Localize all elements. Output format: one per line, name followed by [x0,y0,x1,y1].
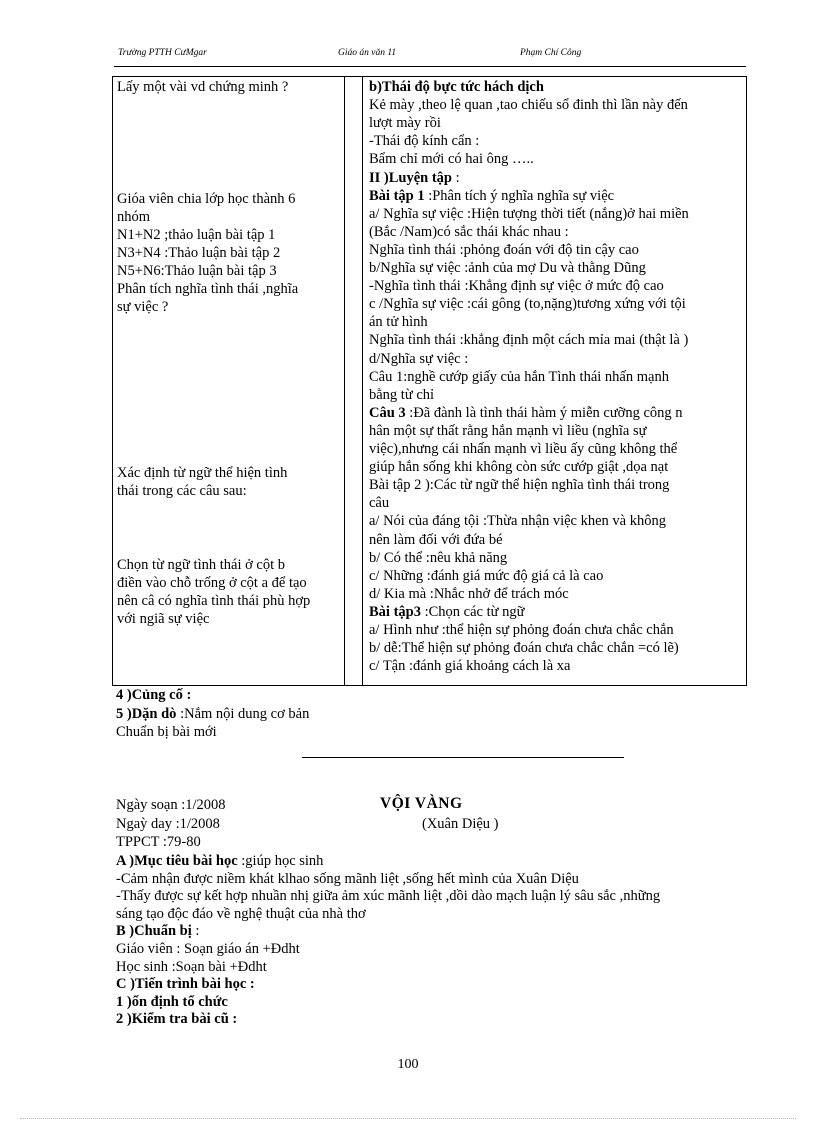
content-line [369,188,614,205]
content-line [369,206,689,223]
lesson-line [116,922,199,940]
content-line [369,260,646,277]
page-number: 100 [397,1057,419,1072]
content-line [369,586,569,603]
lesson-line [116,870,579,888]
content-line-text: việc),nhưng cái nhấn mạnh vì liều ấy cũng không thể [369,441,678,457]
date-prepared: Ngày soạn :1/2008 [116,797,226,813]
lesson-author: (Xuân Diệu ) [422,816,499,832]
content-line-text: Nghĩa tình thái :phỏng đoán với độ tin cậy cao [369,241,639,258]
content-line-text: (Bắc /Nam)có sắc thái khác nhau : [369,223,569,240]
content-line [369,477,669,494]
content-line [369,296,686,313]
content-line-text: Nghĩa tình thái :khẳng định một cách mỉa mai (thật là ) [369,332,689,349]
content-line-text: lượt mày rồi [369,115,441,132]
content-line [369,441,677,458]
teacher-activity-line: Lấy một vài vd chứng minh ? [117,79,289,95]
teacher-activity-line: với ngiã sự việc [117,611,210,627]
content-line [369,405,683,422]
content-line-text: c/ Tận :đánh giá khoảng cách là xa [369,658,571,675]
content-line-text: b/Nghĩa sự việc :ảnh của mợ Du và thằng Dũng [369,260,646,276]
header-subject: Giáo án văn 11 [338,48,397,58]
lesson-line-text: -Thấy được sự kết hợp nhuần nhị giữa ảm xúc mãnh liệt ,dồi dào mạch luận lý sâu sắc ,những [116,888,661,905]
content-line-text: án tử hình [369,314,428,331]
wrapup-line [116,705,309,723]
lesson-line-text: : [191,923,200,940]
lesson-line-text: sáng tạo độc đáo về nghệ thuật của nhà thơ [116,905,366,922]
content-line [369,640,679,657]
lesson-line [116,887,660,905]
wrapup-line [116,723,217,741]
content-line-text: Kẻ mày ,theo lệ quan ,tao chiếu sổ đinh thì lần này đến [369,97,688,114]
content-line [369,532,503,549]
content-line [369,97,688,114]
content-line-text: Bài tập 2 ):Các từ ngữ thể hiện nghĩa tình thái trong [369,477,670,494]
lesson-table [112,76,747,686]
content-line-heading: Bài tập3 [369,603,421,620]
lesson-line-heading: C )Tiến trình bài học : [116,976,255,993]
lesson-line [116,975,255,993]
content-line-text: Bẩm chỉ mới có hai ông ….. [369,151,534,168]
lesson-line-text: Giáo viên : Soạn giáo án +Đdht [116,941,300,957]
content-line [369,115,441,132]
content-line-text: nên làm đối với đứa bé [369,531,503,548]
lesson-line-heading: B )Chuẩn bị [116,923,192,940]
teacher-activity-line: điền vào chỗ trống ở cột a để tạo [117,575,307,591]
teacher-activity-line: N1+N2 ;thảo luận bài tập 1 [117,227,276,243]
content-line [369,314,428,331]
content-line-text: câu [369,495,390,512]
content-line-heading: Bài tập 1 [369,187,425,204]
content-line-heading: II )Luyện tập [369,169,452,186]
header-author: Phạm Chí Công [520,48,582,58]
lesson-line-text: :giúp học sinh [237,853,324,869]
teacher-activity-line: thái trong các câu sau: [117,483,247,499]
content-line [369,495,389,512]
lesson-line-text: Học sinh :Soạn bài +Đdht [116,958,267,975]
content-line-text: a/ Nghĩa sự việc :Hiện tượng thời tiết (nắng)ở hai miền [369,205,689,222]
teacher-activity-line: nên câ có nghĩa tình thái phù hợp [117,593,311,609]
wrapup-line-heading: 5 )Dặn dò [116,705,177,722]
teacher-activity-line: N5+N6:Thảo luận bài tập 3 [117,263,277,279]
content-line [369,369,669,386]
lesson-line [116,1010,237,1028]
content-line-text: b/ Có thể :nêu khả năng [369,549,508,566]
lesson-line [116,852,323,870]
content-line-text: :Chọn các từ ngữ [420,603,525,620]
content-cell [363,77,747,686]
content-line [369,658,570,675]
lesson-title: VỘI VÀNG [380,795,463,812]
content-line-heading: Câu 3 [369,404,406,421]
content-line [369,423,646,440]
content-line [369,133,479,150]
tppct: TPPCT :79-80 [116,834,201,850]
content-line [369,170,460,187]
content-line [369,278,664,295]
content-line [369,79,544,96]
content-line-text: d/Nghĩa sự việc : [369,350,469,367]
content-line-text: hân một sự thất rằng hắn mạnh vì liều (nghĩa sự [369,422,647,439]
lesson-line-heading: A )Mục tiêu bài học [116,853,238,869]
teacher-activity-line: N3+N4 :Thảo luận bài tập 2 [117,245,281,261]
content-line [369,387,434,404]
content-line-text: c/ Những :đánh giá mức độ giá cả là cao [369,567,604,584]
lesson-line-heading: 1 )ổn định tổ chức [116,993,228,1010]
content-line [369,513,666,530]
content-line [369,568,603,585]
content-line-heading: b)Thái độ bực tức hách dịch [369,79,544,95]
page-header [118,48,758,62]
content-line-text: b/ dễ:Thể hiện sự phỏng đoán chưa chắc chắn =có lẽ) [369,640,679,657]
content-line-text: : [452,169,460,186]
section-divider [302,757,624,758]
lesson-line-text: -Cảm nhận được niềm khát klhao sống mãnh liệt ,sống hết mình của Xuân Diệu [116,870,579,887]
content-line-text: Câu 1:nghề cướp giấy của hắn Tình thái nhấn mạnh [369,368,669,385]
content-line-text: c /Nghĩa sự việc :cái gông (to,nặng)tương xứng với tội [369,296,686,313]
content-line [369,622,674,639]
lesson-line [116,958,267,976]
wrapup-line [116,686,191,704]
teacher-activity-line: Phân tích nghĩa tình thái ,nghĩa [117,281,299,297]
spacer-column [345,77,363,686]
content-line [369,332,688,349]
content-line [369,242,639,259]
teacher-activity-line: Chọn từ ngữ tình thái ở cột b [117,557,285,573]
content-line-text: giúp hắn sống khi không còn sức cướp giật ,dọa nạt [369,459,669,476]
content-line [369,459,668,476]
lesson-line [116,940,300,958]
content-line-text: a/ Nói của đáng tội :Thừa nhận việc khen và không [369,513,666,530]
teacher-activity-line: sự việc ? [117,299,169,315]
content-line-text: a/ Hình như :thể hiện sự phỏng đoán chưa chắc chắn [369,622,674,638]
teacher-activity-cell [113,77,345,686]
date-taught: Ngaỳ day :1/2008 [116,816,220,832]
content-line-text: :Đã đành là tình thái hàm ý miễn cưỡng công n [405,404,683,421]
teacher-activity-line: Xác định từ ngữ thể hiện tình [117,465,288,481]
content-line [369,151,534,168]
content-line [369,550,507,567]
teacher-activity-line: nhóm [117,209,151,225]
lesson-line-heading: 2 )Kiểm tra bài cũ : [116,1011,238,1028]
lesson-line [116,993,228,1011]
wrapup-line-text: :Nắm nội dung cơ bản [176,705,310,722]
content-line [369,224,569,241]
wrapup-line-text: Chuẩn bị bài mới [116,724,217,740]
header-divider [114,66,746,67]
content-line-text: -Nghĩa tình thái :Khẳng định sự việc ở mức độ cao [369,278,664,295]
content-line-text: -Thái độ kính cẩn : [369,133,480,150]
page-bottom-border [20,1118,796,1119]
content-line-text: :Phân tích ý nghĩa nghĩa sự việc [424,187,615,204]
content-line-text: bằng từ chỉ [369,386,435,403]
header-school: Trường PTTH CưMgar [118,48,207,58]
content-line [369,604,524,621]
teacher-activity-line: Gióa viên chia lớp học thành 6 [117,191,296,207]
content-line [369,351,468,368]
wrapup-line-heading: 4 )Củng cố : [116,687,192,703]
lesson-line [116,905,366,923]
content-line-text: d/ Kia mà :Nhắc nhở để trách móc [369,585,569,602]
